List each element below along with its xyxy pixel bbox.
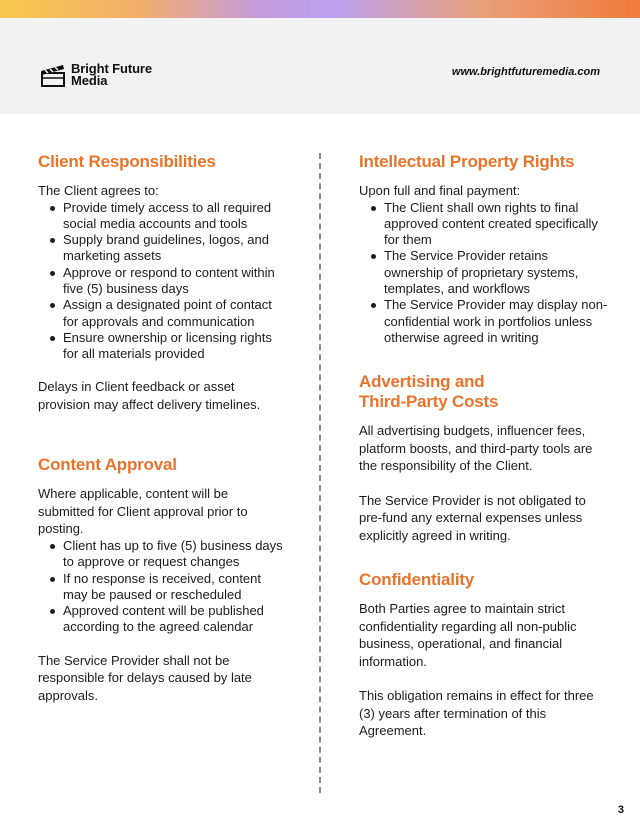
brand-logo	[40, 62, 152, 88]
brand-name-line1: Bright Future	[71, 61, 153, 76]
gradient-top-bar	[0, 0, 640, 18]
client-note: Delays in Client feedback or asset provision may affect delivery timelines.	[38, 379, 261, 412]
section-title-content-approval: Content Approval	[38, 455, 177, 475]
advertising-para2: The Service Provider is not obligated to pre-fund any external expenses unless explicitly agreed in writing.	[359, 492, 586, 543]
advertising-para1: All advertising budgets, influencer fees, platform boosts, and third-party tools are the responsibility of the Client.	[359, 423, 593, 474]
list-item: Approved content will be published according to the agreed calendar	[48, 603, 288, 636]
section-title-intellectual-property: Intellectual Property Rights	[359, 152, 575, 171]
ip-list	[369, 200, 609, 347]
page-header	[0, 18, 640, 114]
list-item: If no response is received, content may be paused or rescheduled	[48, 571, 288, 604]
clapperboard-icon	[40, 62, 68, 88]
page-number: 3	[617, 804, 624, 816]
client-list	[48, 200, 288, 363]
list-item: The Service Provider may display non-confidential work in portfolios unless otherwise agreed in writing	[369, 297, 609, 346]
advertising-title-line1: Advertising and	[359, 372, 485, 392]
website-link[interactable]: www.brightfuturemedia.com	[451, 66, 600, 78]
approval-note: The Service Provider shall not be responsible for delays caused by late approvals.	[38, 652, 252, 703]
list-item: Approve or respond to content within five (5) business days	[48, 265, 288, 298]
confidentiality-para1: Both Parties agree to maintain strict confidentiality regarding all non-public business, operational, and financial information.	[359, 601, 577, 669]
brand-name-line2: Media	[71, 73, 108, 88]
list-item: Client has up to five (5) business days to approve or request changes	[48, 538, 288, 571]
list-item: Ensure ownership or licensing rights for all materials provided	[48, 330, 288, 363]
list-item: Assign a designated point of contact for approvals and communication	[48, 297, 288, 330]
section-title-confidentiality: Confidentiality	[359, 570, 475, 590]
client-intro: The Client agrees to:	[38, 183, 159, 198]
brand-name	[71, 63, 152, 87]
section-title-advertising	[359, 372, 609, 412]
list-item: The Service Provider retains ownership of proprietary systems, templates, and workflows	[369, 248, 609, 297]
section-title-client-responsibilities: Client Responsibilities	[38, 152, 216, 171]
list-item: Supply brand guidelines, logos, and marketing assets	[48, 232, 288, 265]
ip-intro: Upon full and final payment:	[359, 183, 521, 198]
advertising-title-line2: Third-Party Costs	[359, 392, 499, 412]
list-item: The Client shall own rights to final approved content created specifically for them	[369, 200, 609, 249]
approval-list	[48, 538, 288, 636]
confidentiality-para2: This obligation remains in effect for three (3) years after termination of this Agreement.	[359, 688, 594, 739]
column-divider	[319, 153, 321, 793]
left-column	[38, 152, 288, 704]
approval-intro: Where applicable, content will be submitted for Client approval prior to posting.	[38, 486, 248, 537]
right-column	[359, 152, 609, 740]
list-item: Provide timely access to all required social media accounts and tools	[48, 200, 288, 233]
